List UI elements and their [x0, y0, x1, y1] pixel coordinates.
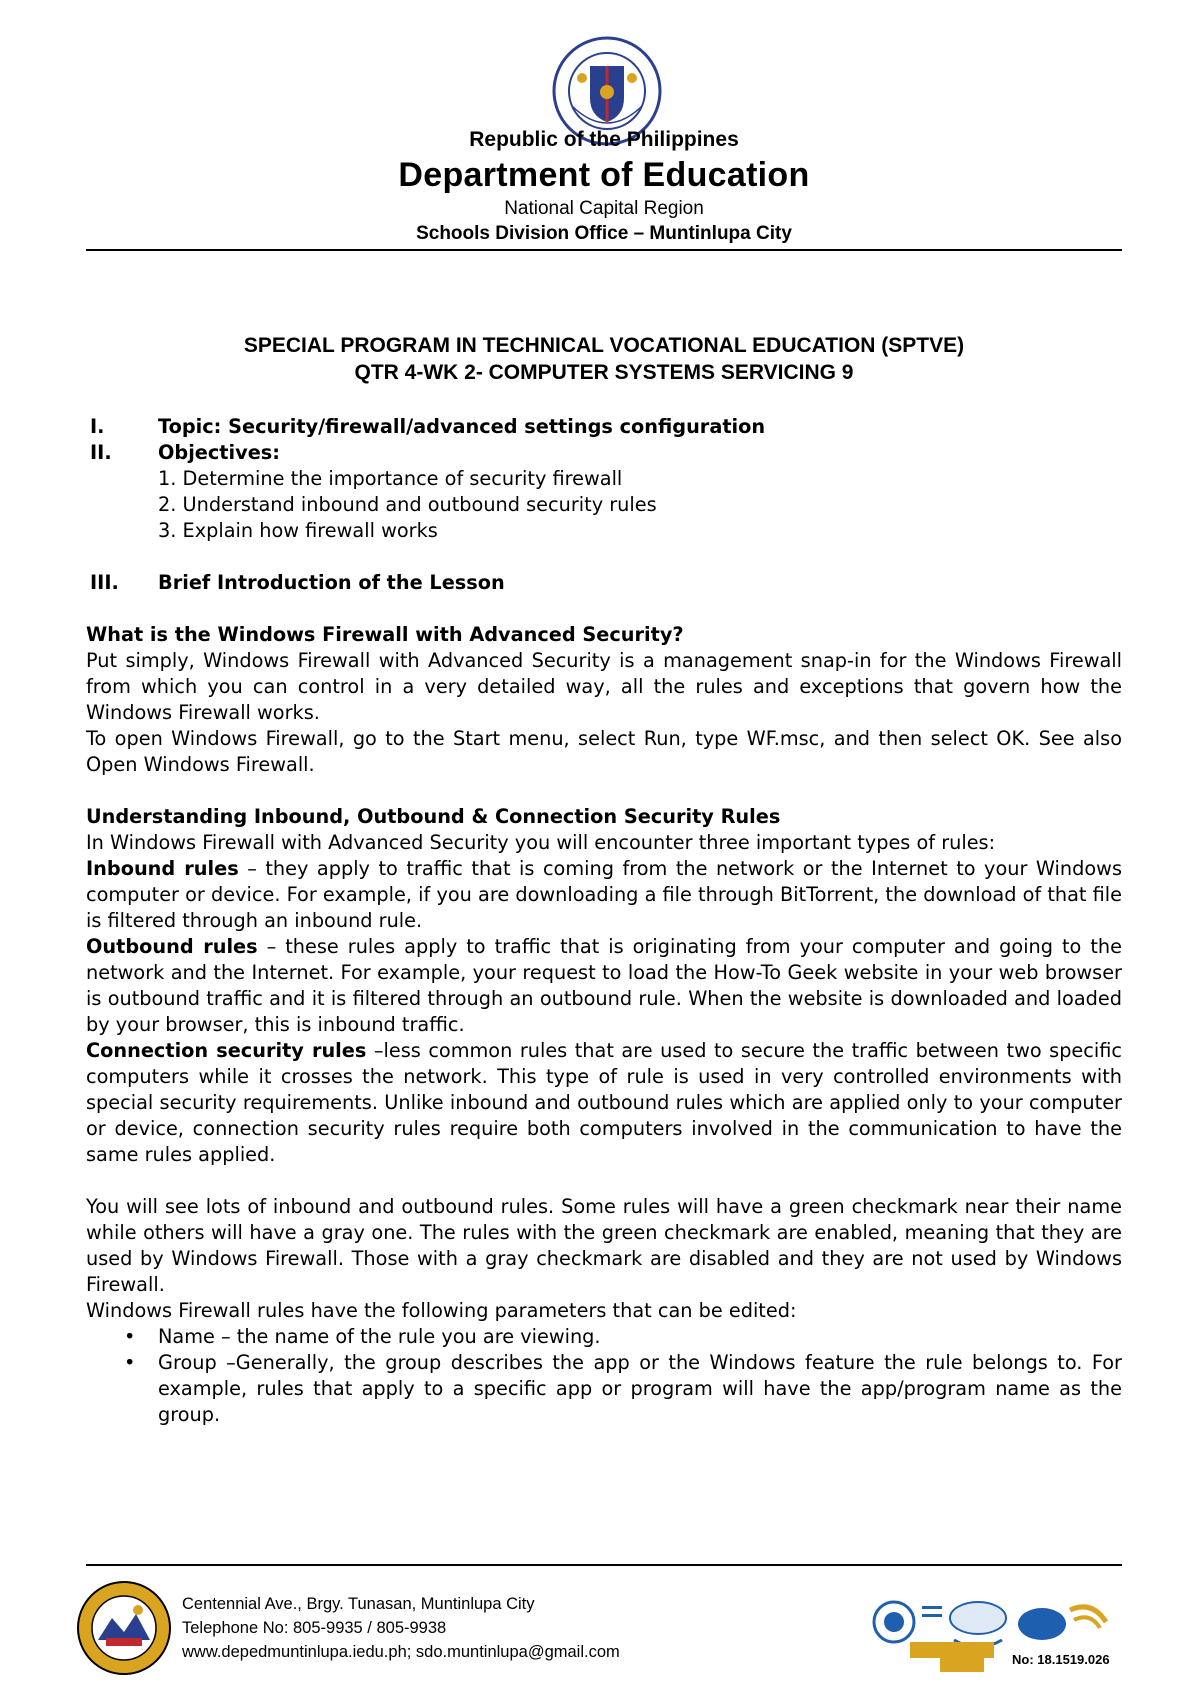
footer-web: www.depedmuntinlupa.iedu.ph; sdo.muntinlupa@gmail.com	[182, 1643, 620, 1661]
document-title-course: QTR 4-WK 2- COMPUTER SYSTEMS SERVICING 9	[354, 361, 854, 384]
header-region: National Capital Region	[504, 198, 704, 219]
bullet-icon: •	[124, 1351, 136, 1374]
heading-what-is: What is the Windows Firewall with Advanced Security?	[86, 623, 684, 646]
sdo-muntinlupa-seal-logo	[76, 1580, 172, 1676]
section-number: III.	[90, 571, 119, 594]
outbound-text: – these rules apply to traffic that is originating from your computer and going to the network and the Internet. For example, your request to load the How-To Geek website in your web browser is outbound traffic and it is filtered through an outbound rule. When the website is downloaded and loaded by your browser, this is inbound traffic.	[86, 935, 1122, 1036]
paragraph-open-firewall: To open Windows Firewall, go to the Start menu, select Run, type WF.msc, and then select OK. See also Open Windows Firewall.	[86, 727, 1122, 776]
heading-rules: Understanding Inbound, Outbound & Connection Security Rules	[86, 805, 781, 828]
parameters-list	[86, 1324, 1122, 1428]
footer-divider	[86, 1564, 1122, 1566]
header-division: Schools Division Office – Muntinlupa City	[416, 223, 792, 244]
objective-item: 1. Determine the importance of security firewall	[158, 467, 623, 490]
footer-contact	[182, 1592, 620, 1664]
section-objectives-text: Objectives:	[158, 441, 280, 464]
paragraph-connection	[86, 1038, 1122, 1168]
section-topic-text: Topic: Security/firewall/advanced settings configuration	[158, 415, 766, 438]
connection-label: Connection security rules	[86, 1039, 367, 1062]
section-objectives	[86, 440, 1122, 466]
list-item: • Name – the name of the rule you are viewing.	[86, 1324, 1122, 1350]
paragraph-outbound	[86, 934, 1122, 1038]
section-intro	[86, 570, 1122, 596]
document-title-program: SPECIAL PROGRAM IN TECHNICAL VOCATIONAL EDUCATION (SPTVE)	[243, 334, 965, 357]
footer-phone: Telephone No: 805-9935 / 805-9938	[182, 1619, 447, 1637]
section-topic	[86, 414, 1122, 440]
objective-item: 2. Understand inbound and outbound security rules	[158, 493, 657, 516]
paragraph-inbound	[86, 856, 1122, 934]
footer-address: Centennial Ave., Brgy. Tunasan, Muntinlupa City	[182, 1595, 535, 1613]
inbound-text: – they apply to traffic that is coming from the network or the Internet to your Windows computer or device. For example, if you are downloading a file through BitTorrent, the download of that file is filtered through an inbound rule.	[86, 857, 1122, 932]
section-number: II.	[90, 441, 112, 464]
bullet-icon: •	[124, 1325, 136, 1348]
paragraph-checkmarks: You will see lots of inbound and outbound rules. Some rules will have a green checkmark near their name while others will have a gray one. The rules with the green checkmark are enabled, meaning that they are used by Windows Firewall. Those with a gray checkmark are disabled and they are not used by Windows Firewall.	[86, 1195, 1122, 1296]
header-republic: Republic of the Philippines	[469, 128, 739, 151]
paragraph-what-is: Put simply, Windows Firewall with Advanced Security is a management snap-in for the Windows Firewall from which you can control in a very detailed way, all the rules and exceptions that govern how the Windows Firewall works.	[86, 649, 1122, 724]
certificate-number: No: 18.1519.026	[1012, 1652, 1110, 1667]
connection-text: –less common rules that are used to secure the traffic between two specific computers while it crosses the network. This type of rule is used in very controlled environments with special security requirements. Unlike inbound and outbound rules which are applied only to your computer or device, connection security rules require both computers involved in the communication to have the same rules applied.	[86, 1039, 1123, 1166]
section-number: I.	[90, 415, 105, 438]
outbound-label: Outbound rules	[86, 935, 258, 958]
paragraph-rules-intro: In Windows Firewall with Advanced Security you will encounter three important types of rules:	[86, 831, 996, 854]
document-body	[86, 414, 1122, 1428]
objective-item: 3. Explain how firewall works	[158, 519, 438, 542]
inbound-label: Inbound rules	[86, 857, 239, 880]
paragraph-parameters: Windows Firewall rules have the following parameters that can be edited:	[86, 1299, 797, 1322]
objectives-list	[86, 466, 1122, 544]
header-divider	[86, 249, 1122, 251]
list-item: • Group –Generally, the group describes the app or the Windows feature the rule belongs to. For example, rules that apply to a specific app or program will have the app/program name as the group.	[86, 1350, 1122, 1428]
section-intro-text: Brief Introduction of the Lesson	[158, 571, 505, 594]
header-department: Department of Education	[398, 156, 810, 194]
